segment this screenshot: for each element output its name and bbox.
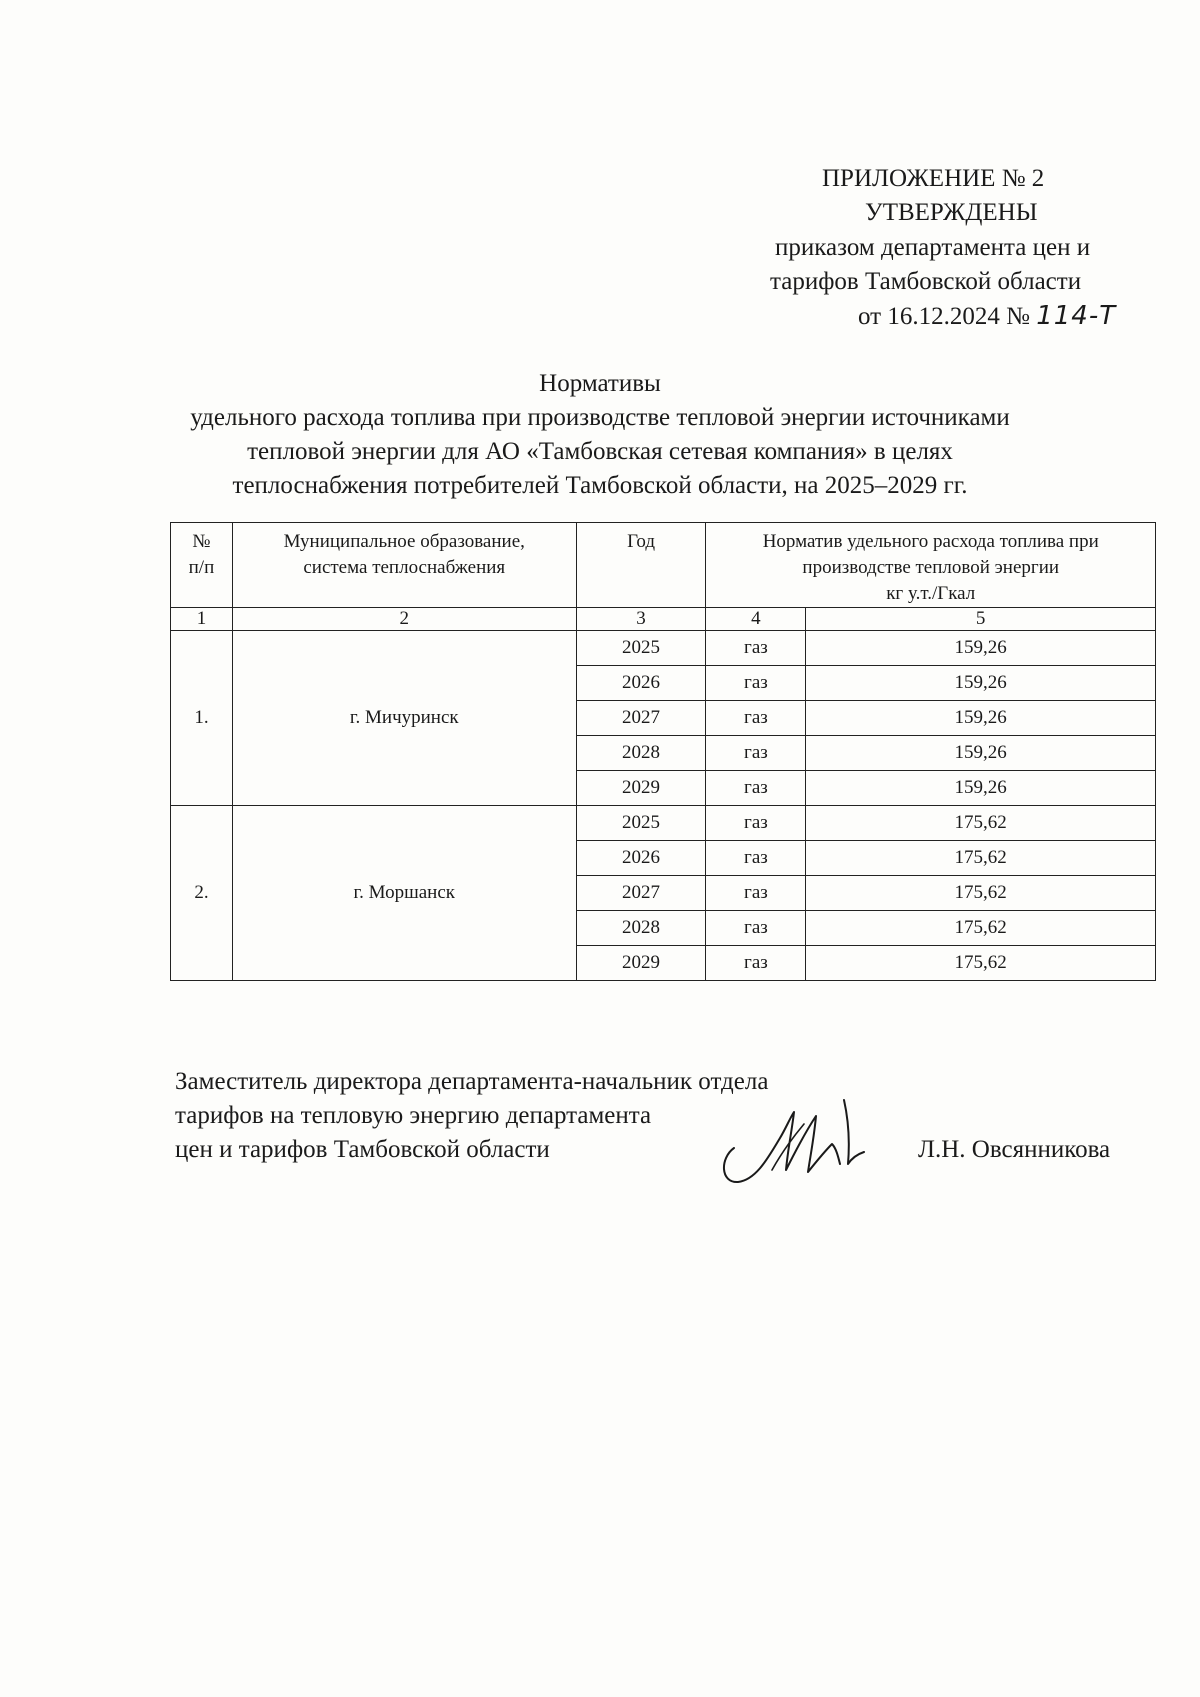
col-number: 5: [806, 608, 1156, 631]
year-cell: 2027: [576, 701, 706, 736]
header-num: № п/п: [171, 523, 233, 608]
signer-title-1: Заместитель директора департамента-начальник отдела: [175, 1068, 769, 1095]
header-year: Год: [576, 523, 706, 608]
year-cell: 2027: [576, 876, 706, 911]
table-header-row: [171, 523, 1156, 608]
fuel-cell: газ: [706, 806, 806, 841]
value-cell: 175,62: [806, 946, 1156, 981]
signer-title-2: тарифов на тепловую энергию департамента: [175, 1102, 652, 1129]
municipality-name: г. Мичуринск: [232, 631, 576, 806]
order-line-1: приказом департамента цен и: [775, 234, 1091, 261]
year-cell: 2026: [576, 841, 706, 876]
approved-label: УТВЕРЖДЕНЫ: [865, 199, 1038, 226]
year-cell: 2028: [576, 911, 706, 946]
header-norm: Норматив удельного расхода топлива при производстве тепловой энергии кг у.т./Гкал: [706, 523, 1156, 608]
handwritten-signature: [712, 1078, 882, 1188]
signer-name: Л.Н. Овсянникова: [918, 1136, 1111, 1163]
fuel-cell: газ: [706, 771, 806, 806]
doc-subtitle-1: удельного расхода топлива при производстве тепловой энергии источниками: [190, 404, 1010, 431]
fuel-cell: газ: [706, 911, 806, 946]
year-cell: 2028: [576, 736, 706, 771]
value-cell: 175,62: [806, 911, 1156, 946]
value-cell: 175,62: [806, 876, 1156, 911]
fuel-cell: газ: [706, 946, 806, 981]
norms-table: [170, 522, 1156, 981]
appendix-label: ПРИЛОЖЕНИЕ № 2: [822, 165, 1045, 192]
col-number: 3: [576, 608, 706, 631]
value-cell: 175,62: [806, 841, 1156, 876]
year-cell: 2025: [576, 806, 706, 841]
column-number-row: [171, 608, 1156, 631]
fuel-cell: газ: [706, 876, 806, 911]
col-number: 1: [171, 608, 233, 631]
signer-title-3: цен и тарифов Тамбовской области: [175, 1136, 550, 1163]
header-municipality: Муниципальное образование, система теплоснабжения: [232, 523, 576, 608]
order-date-line: [858, 299, 1116, 334]
fuel-cell: газ: [706, 701, 806, 736]
table-row: [171, 631, 1156, 666]
fuel-cell: газ: [706, 736, 806, 771]
col-number: 4: [706, 608, 806, 631]
fuel-cell: газ: [706, 631, 806, 666]
value-cell: 159,26: [806, 771, 1156, 806]
fuel-cell: газ: [706, 666, 806, 701]
group-number: 1.: [171, 631, 233, 806]
fuel-cell: газ: [706, 841, 806, 876]
year-cell: 2026: [576, 666, 706, 701]
value-cell: 159,26: [806, 701, 1156, 736]
handwritten-order-number: 114-Т: [1036, 301, 1117, 331]
year-cell: 2029: [576, 946, 706, 981]
table-row: [171, 806, 1156, 841]
year-cell: 2025: [576, 631, 706, 666]
order-date: от 16.12.2024 №: [858, 303, 1030, 330]
doc-subtitle-3: теплоснабжения потребителей Тамбовской области, на 2025–2029 гг.: [232, 472, 968, 499]
municipality-name: г. Моршанск: [232, 806, 576, 981]
doc-subtitle-2: тепловой энергии для АО «Тамбовская сетевая компания» в целях: [247, 438, 953, 465]
value-cell: 175,62: [806, 806, 1156, 841]
value-cell: 159,26: [806, 736, 1156, 771]
order-line-2: тарифов Тамбовской области: [770, 268, 1082, 295]
group-number: 2.: [171, 806, 233, 981]
value-cell: 159,26: [806, 666, 1156, 701]
year-cell: 2029: [576, 771, 706, 806]
doc-title: Нормативы: [539, 370, 661, 397]
col-number: 2: [232, 608, 576, 631]
value-cell: 159,26: [806, 631, 1156, 666]
